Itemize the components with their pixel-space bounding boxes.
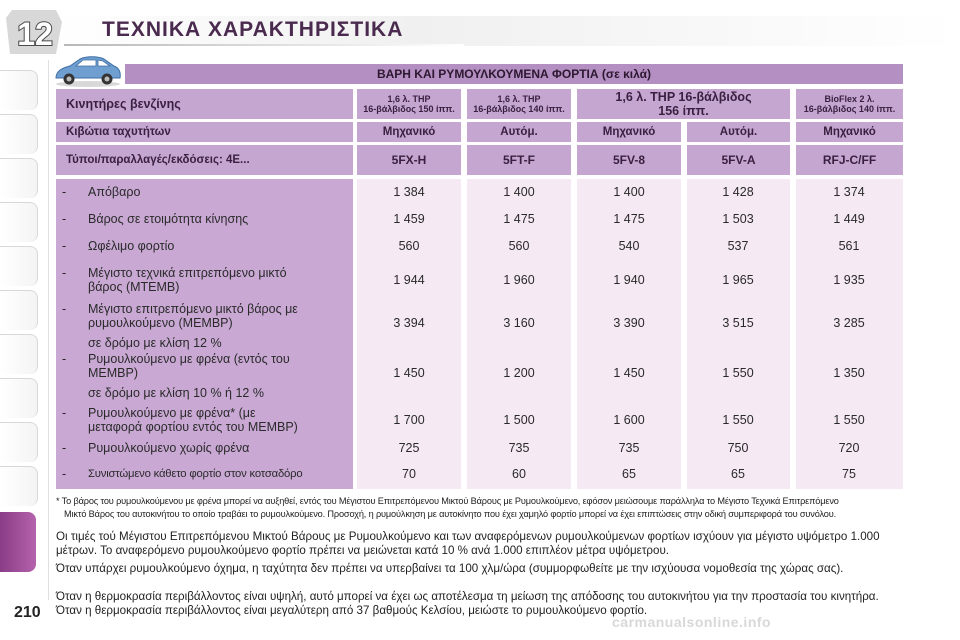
- page-title: ΤΕΧΝΙΚΑ ΧΑΡΑΚΤΗΡΙΣΤΙΚΑ: [102, 18, 404, 41]
- margin-divider: [48, 60, 49, 600]
- engine-line1: BioFlex 2 λ.: [824, 94, 875, 104]
- table-cell-value: 560: [508, 239, 530, 253]
- engine-col-3-4: [577, 89, 790, 119]
- engine-col-1: [357, 89, 461, 119]
- margin-tab: [0, 290, 38, 330]
- row-dash: -: [62, 467, 67, 481]
- row-header-gearbox: Κιβώτια ταχυτήτων: [56, 122, 353, 142]
- table-cell-value: 1 700: [393, 413, 425, 427]
- page-number: 210: [14, 604, 41, 621]
- type-cell: RFJ-C/FF: [796, 145, 903, 175]
- row-label: μεταφορά φορτίου εντός του MEMBP): [88, 420, 298, 434]
- table-cell-value: 1 475: [503, 212, 535, 226]
- table-cell-value: 3 390: [613, 316, 645, 330]
- table-cell-value: 560: [398, 239, 420, 253]
- table-cell-value: 3 394: [393, 316, 425, 330]
- type-cell: 5FV-8: [577, 145, 681, 175]
- table-cell-value: 1 450: [613, 366, 645, 380]
- table-cell-value: 3 285: [833, 316, 865, 330]
- margin-tabs: [0, 70, 48, 540]
- engine-line1: 1,6 λ. THP: [497, 94, 541, 104]
- table-cell-value: 1 940: [613, 273, 645, 287]
- margin-tab: [0, 334, 38, 374]
- section-title: ΒΑΡΗ ΚΑΙ ΡΥΜΟΥΛΚΟΥΜΕΝΑ ΦΟΡΤΙΑ (σε κιλά): [376, 67, 652, 81]
- row-label: Ρυμουλκούμενο χωρίς φρένα: [88, 441, 250, 455]
- row-label: Μέγιστο επιτρεπόμενο μικτό βάρος με: [88, 302, 298, 316]
- table-cell-value: 1 459: [393, 212, 425, 226]
- row-header-types: Τύποι/παραλλαγές/εκδόσεις: 4E...: [56, 145, 353, 175]
- table-cell-value: 1 965: [722, 273, 754, 287]
- margin-tab: [0, 422, 38, 462]
- table-cell-value: 1 960: [503, 273, 535, 287]
- row-dash: -: [62, 266, 67, 280]
- table-cell-value: 65: [731, 467, 745, 481]
- engine-col-5: [796, 89, 903, 119]
- table-cell-value: 725: [398, 441, 420, 455]
- engine-line1: 1,6 λ. THP: [387, 94, 431, 104]
- table-cell-value: 1 400: [503, 185, 535, 199]
- row-label: ρυμουλκούμενο (MEMBP): [88, 316, 233, 330]
- table-cell-value: 1 600: [613, 413, 645, 427]
- type-cell: 5FV-A: [687, 145, 790, 175]
- engine-line1: 1,6 λ. THP 16-βάλβιδος: [615, 90, 752, 104]
- margin-tab: [0, 246, 38, 286]
- margin-tab: [0, 158, 38, 198]
- row-label: σε δρόμο με κλίση 12 %: [88, 336, 222, 350]
- table-cell-value: 1 400: [613, 185, 645, 199]
- paragraph-speed: Όταν υπάρχει ρυμουλκούμενο όχημα, η ταχύτητα δεν πρέπει να υπερβαίνει τα 100 χλμ/ώρα (συμμορφωθείτε με την ισχύουσα νομοθεσία της χώρας σας).: [56, 562, 844, 575]
- table-cell-value: 70: [402, 467, 416, 481]
- table-cell-value: 537: [727, 239, 749, 253]
- margin-tab: [0, 70, 38, 110]
- type-cell: 5FX-H: [357, 145, 461, 175]
- row-label: βάρος (MTEMB): [88, 280, 180, 294]
- title-underline: [64, 44, 464, 46]
- table-cell-value: 3 160: [503, 316, 535, 330]
- row-label: Ρυμουλκούμενο με φρένα (εντός του: [88, 352, 290, 366]
- table-cell-value: 75: [842, 467, 856, 481]
- table-cell-value: 3 515: [722, 316, 754, 330]
- row-label: Συνιστώμενο κάθετο φορτίο στον κοτσαδόρο: [88, 468, 303, 480]
- table-cell-value: 735: [618, 441, 640, 455]
- row-dash: -: [62, 406, 67, 420]
- table-cell-value: 1 944: [393, 273, 425, 287]
- row-label: Απόβαρο: [88, 185, 141, 199]
- chapter-badge: [6, 8, 64, 56]
- row-dash: -: [62, 185, 67, 199]
- table-cell-value: 1 200: [503, 366, 535, 380]
- row-label: Βάρος σε ετοιμότητα κίνησης: [88, 212, 249, 226]
- type-cell: 5FT-F: [467, 145, 571, 175]
- row-label: σε δρόμο με κλίση 10 % ή 12 %: [88, 386, 264, 400]
- row-dash: -: [62, 212, 67, 226]
- table-cell-value: 1 550: [722, 413, 754, 427]
- table-cell-value: 1 428: [722, 185, 754, 199]
- row-header-engines: Κινητήρες βενζίνης: [56, 89, 353, 119]
- watermark: carmanualsonline.info: [612, 614, 772, 630]
- gearbox-cell: Μηχανικό: [577, 122, 681, 142]
- table-cell-value: 735: [508, 441, 530, 455]
- gearbox-cell: Μηχανικό: [796, 122, 903, 142]
- footnote-line-2: Μικτό Βάρος του αυτοκινήτου το οποίο τραβάει το ρυμουλκούμενο. Προσοχή, η ρυμούλκηση με αυτοκίνητο που έχει χαμηλό φορτίο μπορεί να έχει επιπτώσεις στην οδική συμπεριφορά του συνόλου.: [64, 509, 837, 519]
- engine-col-2: [467, 89, 571, 119]
- row-label: MEMBP): [88, 366, 138, 380]
- table-cell-value: 65: [622, 467, 636, 481]
- table-cell-value: 1 935: [833, 273, 865, 287]
- car-icon: [52, 54, 124, 88]
- row-dash: -: [62, 441, 67, 455]
- table-cell-value: 561: [838, 239, 860, 253]
- table-cell-value: 1 550: [722, 366, 754, 380]
- row-label: Ρυμουλκούμενο με φρένα* (με: [88, 406, 256, 420]
- table-cell-value: 1 550: [833, 413, 865, 427]
- table-cell-value: 1 503: [722, 212, 754, 226]
- margin-tab: [0, 378, 38, 418]
- engine-line2: 16-βάλβιδος 140 ίππ.: [473, 104, 565, 114]
- margin-tab: [0, 466, 38, 506]
- row-label: Ωφέλιμο φορτίο: [88, 239, 175, 253]
- row-label: Μέγιστο τεχνικά επιτρεπόμενο μικτό: [88, 266, 287, 280]
- margin-tab-active: [0, 512, 36, 572]
- table-cell-value: 1 475: [613, 212, 645, 226]
- table-cell-value: 540: [618, 239, 640, 253]
- table-cell-value: 1 350: [833, 366, 865, 380]
- gearbox-cell: Αυτόμ.: [467, 122, 571, 142]
- margin-tab: [0, 114, 38, 154]
- margin-tab: [0, 202, 38, 242]
- engine-line2: 16-βάλβιδος 150 ίππ.: [363, 104, 455, 114]
- gearbox-cell: Αυτόμ.: [687, 122, 790, 142]
- chapter-number: 12: [17, 16, 53, 52]
- engine-line2: 16-βάλβιδος 140 ίππ.: [803, 104, 896, 114]
- paragraph-temperature: Όταν η θερμοκρασία περιβάλλοντος είναι υψηλή, αυτό μπορεί να έχει ως αποτέλεσμα τη μείωση της απόδοσης του αυτοκινήτου για την προστασία του κινητήρα. Όταν η θερμοκρασία περιβάλλοντος είναι μεγαλύτερη από 37 βαθμούς Κελσίου, μειώστε το ρυμουλκούμενο φορτίο.: [56, 590, 879, 617]
- table-cell-value: 720: [838, 441, 860, 455]
- paragraph-altitude: Οι τιμές τού Μέγιστου Επιτρεπόμενου Μικτού Βάρους με Ρυμουλκούμενο και των αναφερόμενων ρυμουλκούμενων φορτίων ισχύουν για μέγιστο υψόμετρο 1.000 μέτρων. Το αναφερόμενο ρυμουλκούμενο φορτίο πρέπει να μειώνεται κατά 10 % ανά 1.000 επιπλέον μέτρα υψόμετρου.: [56, 530, 880, 557]
- footnote-line-1: * Το βάρος του ρυμουλκούμενου με φρένα μπορεί να αυξηθεί, εντός του Μέγιστου Επιτρεπόμενου Μικτού Βάρους με Ρυμουλκούμενο, εφόσον μειώσουμε παράλληλα το Μέγιστο Τεχνικά Επιτρεπόμενο: [56, 496, 839, 506]
- row-dash: -: [62, 239, 67, 253]
- row-dash: -: [62, 302, 67, 316]
- engine-line2: 156 ίππ.: [658, 104, 709, 118]
- table-cell-value: 60: [512, 467, 526, 481]
- table-cell-value: 1 449: [833, 212, 865, 226]
- gearbox-cell: Μηχανικό: [357, 122, 461, 142]
- table-cell-value: 750: [727, 441, 749, 455]
- table-cell-value: 1 500: [503, 413, 535, 427]
- table-cell-value: 1 374: [833, 185, 865, 199]
- table-cell-value: 1 450: [393, 366, 425, 380]
- row-dash: -: [62, 352, 67, 366]
- table-cell-value: 1 384: [393, 185, 425, 199]
